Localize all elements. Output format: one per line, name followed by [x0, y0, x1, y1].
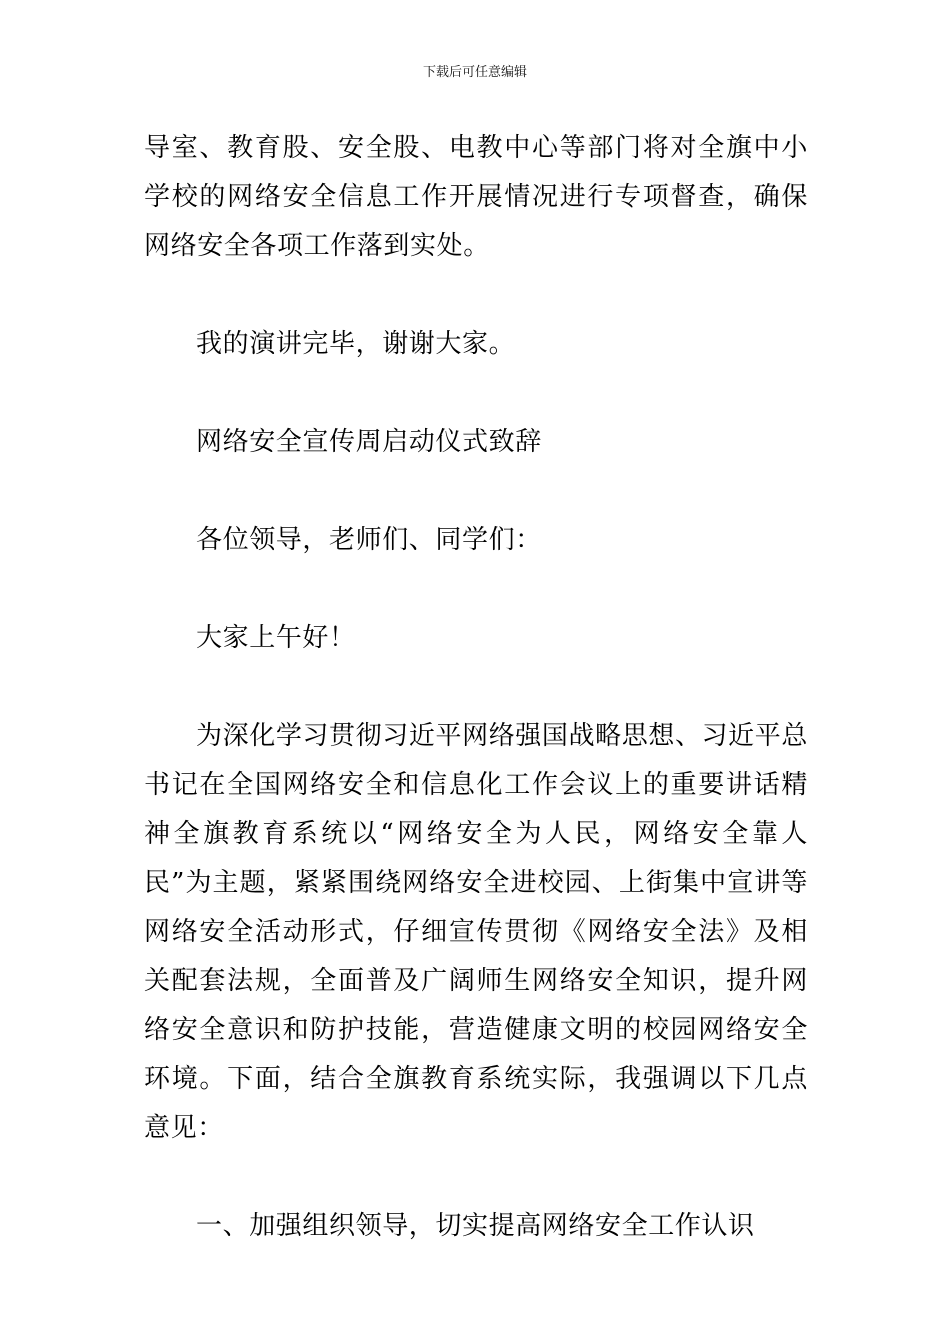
subsection-heading: 一、加强组织领导，切实提高网络安全工作认识 — [196, 1211, 755, 1241]
salutation: 各位领导，老师们、同学们： — [196, 525, 542, 555]
document-body — [144, 124, 808, 1251]
paragraph-body: 为深化学习贯彻习近平网络强国战略思想、习近平总书记在全国网络安全和信息化工作会议上的重要讲话精神全旗教育系统以“网络安全为人民，网络安全靠人民”为主题，紧紧围绕网络安全进校园、上街集中宣讲等网络安全活动形式，仔细宣传贯彻《网络安全法》及相关配套法规，全面普及广阔师生网络安全知识，提升网络安全意识和防护技能，营造健康文明的校园网络安全环境。下面，结合全旗教育系统实际，我强调以下几点意见： — [144, 721, 808, 1143]
section-title: 网络安全宣传周启动仪式致辞 — [196, 427, 542, 457]
greeting: 大家上午好！ — [196, 623, 356, 653]
paragraph-closing: 我的演讲完毕，谢谢大家。 — [196, 329, 516, 359]
paragraph-continuation: 导室、教育股、安全股、电教中心等部门将对全旗中小学校的网络安全信息工作开展情况进行专项督查，确保网络安全各项工作落到实处。 — [144, 133, 808, 261]
page-header: 下载后可任意编辑 — [422, 65, 527, 80]
